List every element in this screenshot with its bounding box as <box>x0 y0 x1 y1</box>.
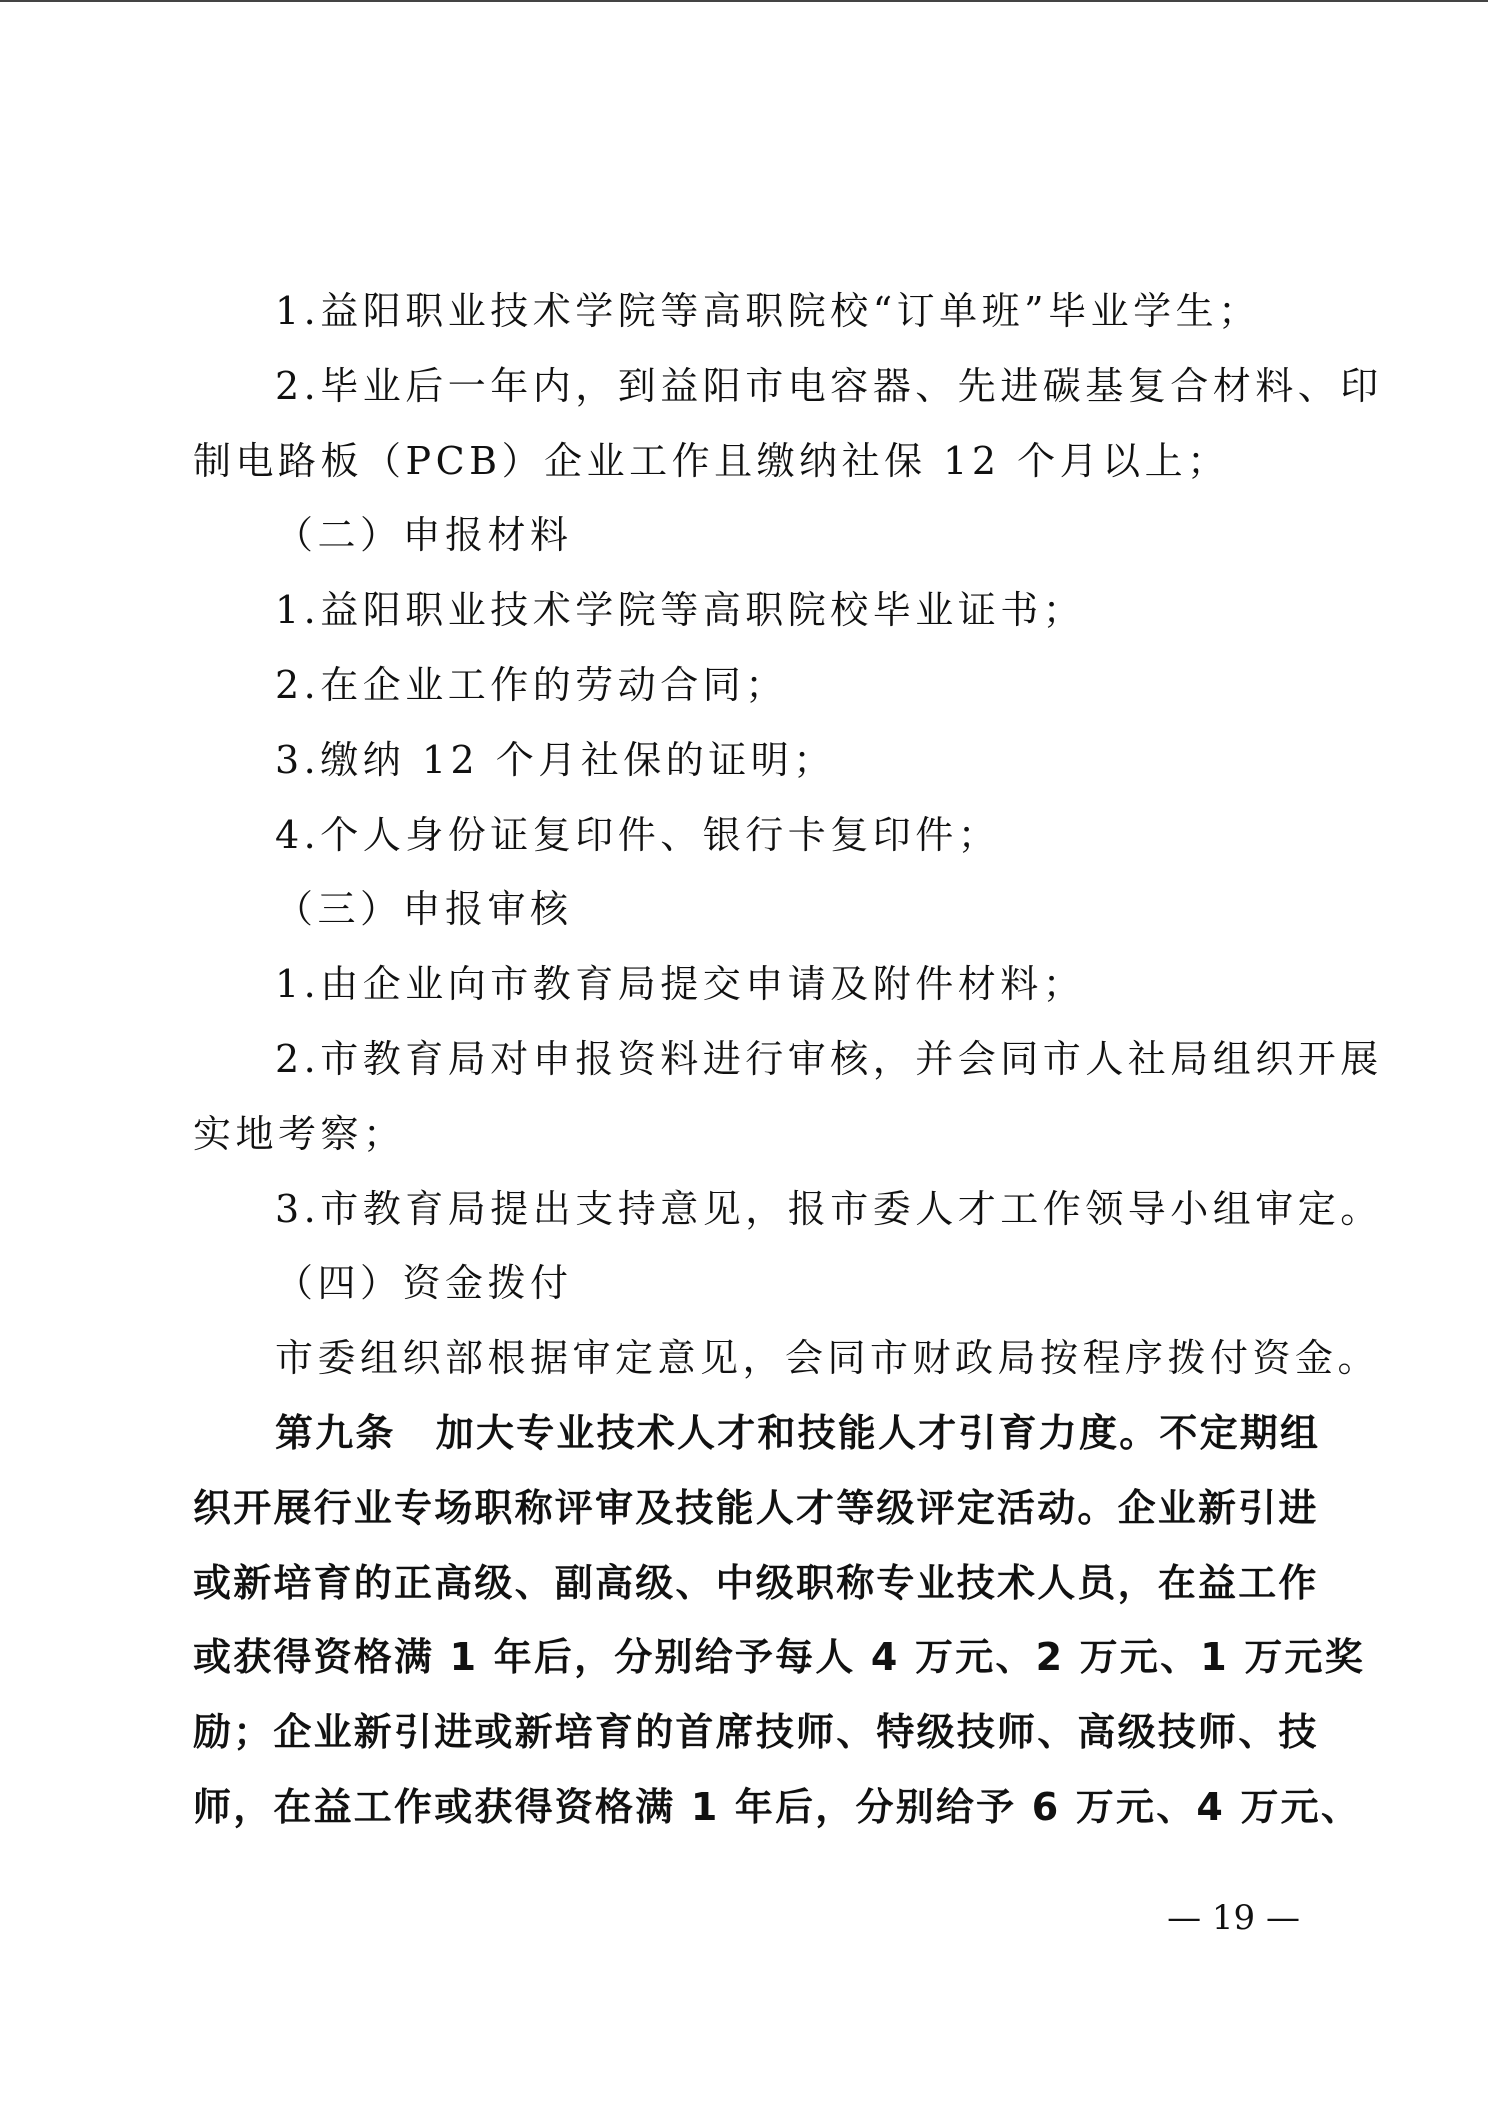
paragraph-line: 制电路板（PCB）企业工作且缴纳社保 12 个月以上； <box>193 438 1230 483</box>
paragraph-line: 3.缴纳 12 个月社保的证明； <box>275 737 836 782</box>
document-body <box>193 274 1383 1845</box>
article-line: 或新培育的正高级、副高级、中级职称专业技术人员，在益工作 <box>193 1560 1319 1605</box>
page-number: — 19 — <box>1167 1898 1300 1938</box>
article-line: 励；企业新引进或新培育的首席技师、特级技师、高级技师、技 <box>193 1710 1319 1755</box>
paragraph-line: 1.益阳职业技术学院等高职院校“订单班”毕业学生； <box>275 289 1261 333</box>
paragraph-line: 4.个人身份证复印件、银行卡复印件； <box>275 812 1001 857</box>
paragraph-line: 3.市教育局提出支持意见，报市委人才工作领导小组审定。 <box>275 1186 1383 1231</box>
article-line: 师，在益工作或获得资格满 1 年后，分别给予 6 万元、4 万元、 <box>193 1784 1362 1829</box>
section-heading: （四）资金拨付 <box>275 1261 573 1306</box>
article-line: 第九条 加大专业技术人才和技能人才引育力度。不定期组 <box>275 1410 1321 1455</box>
section-heading: （三）申报审核 <box>275 887 573 932</box>
paragraph-line: 市委组织部根据审定意见，会同市财政局按程序拨付资金。 <box>275 1336 1381 1381</box>
article-line: 或获得资格满 1 年后，分别给予每人 4 万元、2 万元、1 万元奖 <box>193 1635 1365 1680</box>
page-top-edge <box>0 0 1488 2</box>
paragraph-line: 实地考察； <box>193 1111 406 1156</box>
paragraph-line: 2.毕业后一年内，到益阳市电容器、先进碳基复合材料、印 <box>275 363 1383 408</box>
paragraph-line: 2.市教育局对申报资料进行审核，并会同市人社局组织开展 <box>275 1036 1383 1081</box>
section-heading: （二）申报材料 <box>275 513 573 558</box>
paragraph-line: 1.由企业向市教育局提交申请及附件材料； <box>275 962 1086 1007</box>
paragraph-line: 1.益阳职业技术学院等高职院校毕业证书； <box>275 588 1086 633</box>
paragraph-line: 2.在企业工作的劳动合同； <box>275 662 788 707</box>
article-line: 织开展行业专场职称评审及技能人才等级评定活动。企业新引进 <box>193 1485 1319 1530</box>
